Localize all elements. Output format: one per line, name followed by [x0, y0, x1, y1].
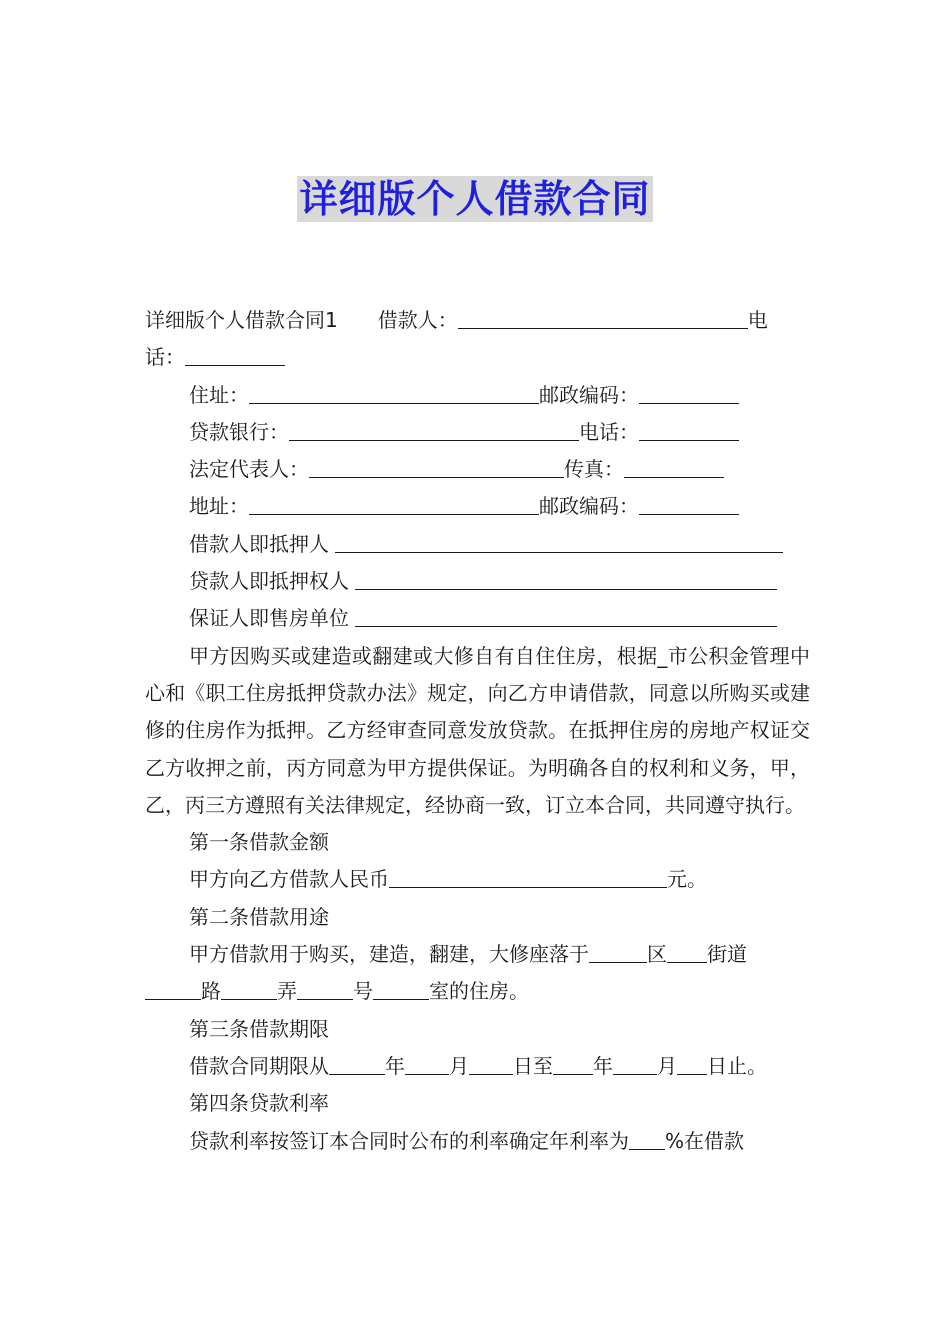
document-title: 详细版个人借款合同 [299, 177, 651, 221]
postcode-label: 邮政编码： [539, 382, 639, 407]
borrower-label: 借款人： [377, 308, 458, 332]
borrower-blank[interactable] [458, 304, 748, 329]
a3-month-1: 月 [449, 1053, 469, 1078]
article-4-text [145, 1123, 810, 1160]
bank-line [145, 414, 810, 451]
legal-rep-label: 法定代表人： [189, 457, 309, 482]
start-year-blank[interactable] [329, 1050, 385, 1075]
street-blank[interactable] [667, 938, 707, 963]
district-blank[interactable] [589, 938, 647, 963]
doc-ref: 详细版个人借款合同1 [145, 308, 338, 332]
article-2-text-cont [145, 973, 810, 1010]
rate-blank[interactable] [629, 1125, 665, 1150]
room-blank[interactable] [373, 975, 429, 1000]
mortgagee-label: 贷款人即抵押权人 [189, 569, 349, 594]
bank-address-label: 地址： [189, 494, 249, 519]
bank-postcode-blank[interactable] [639, 490, 739, 515]
bank-address-blank[interactable] [249, 490, 539, 515]
mortgagor-line [145, 526, 810, 563]
end-month-blank[interactable] [613, 1050, 657, 1075]
guarantor-line [145, 600, 810, 637]
article-2-title: 第二条借款用途 [189, 904, 329, 929]
address-blank[interactable] [249, 379, 539, 404]
phone-line [145, 339, 810, 376]
phone-label: 电 [747, 308, 768, 332]
bank-blank[interactable] [289, 416, 579, 441]
document-body [145, 302, 810, 1160]
number-blank[interactable] [297, 975, 353, 1000]
title-container [0, 176, 950, 222]
a2-lane: 弄 [277, 979, 297, 1004]
legal-rep-line [145, 451, 810, 488]
start-day-blank[interactable] [469, 1050, 513, 1075]
a3-month-2: 月 [657, 1053, 677, 1078]
mortgagor-label: 借款人即抵押人 [189, 531, 329, 556]
article-2-text [145, 936, 810, 973]
a2-number: 号 [353, 979, 373, 1004]
header-line [145, 302, 810, 339]
bank-label: 贷款银行： [189, 419, 289, 444]
phone-blank[interactable] [185, 341, 285, 366]
bank-phone-blank[interactable] [639, 416, 739, 441]
article-4-title: 第四条贷款利率 [189, 1091, 329, 1116]
a2-street: 街道 [707, 942, 747, 967]
bank-address-line [145, 488, 810, 525]
fax-blank[interactable] [624, 453, 724, 478]
start-month-blank[interactable] [405, 1050, 449, 1075]
a1-text-post: 元。 [667, 867, 707, 892]
address-label: 住址： [189, 382, 249, 407]
a2-room: 室的住房。 [429, 979, 529, 1004]
guarantor-label: 保证人即售房单位 [189, 606, 349, 631]
mortgagee-line [145, 563, 810, 600]
mortgagee-blank[interactable] [355, 565, 777, 590]
article-1-title: 第一条借款金额 [189, 830, 329, 855]
a3-day-end: 日止。 [707, 1053, 767, 1078]
guarantor-blank[interactable] [355, 602, 777, 627]
road-blank[interactable] [145, 975, 201, 1000]
postcode-blank[interactable] [639, 379, 739, 404]
a2-road: 路 [201, 979, 221, 1004]
a2-text-pre: 甲方借款用于购买，建造，翻建，大修座落于 [189, 942, 589, 967]
article-3-text [145, 1048, 810, 1085]
a4-pre: 贷款利率按签订本合同时公布的利率确定年利率为 [189, 1128, 629, 1153]
lane-blank[interactable] [221, 975, 277, 1000]
amount-blank[interactable] [389, 863, 667, 888]
a4-post: %在借款 [665, 1128, 745, 1153]
legal-rep-blank[interactable] [309, 453, 564, 478]
address-line [145, 377, 810, 414]
a1-text-pre: 甲方向乙方借款人民币 [189, 867, 389, 892]
a3-year-1: 年 [385, 1053, 405, 1078]
end-day-blank[interactable] [677, 1050, 707, 1075]
a3-year-2: 年 [593, 1053, 613, 1078]
article-1-text [145, 861, 810, 898]
a3-pre: 借款合同期限从 [189, 1053, 329, 1078]
bank-postcode-label: 邮政编码： [539, 494, 639, 519]
bank-phone-label: 电话： [579, 419, 639, 444]
fax-label: 传真： [564, 457, 624, 482]
end-year-blank[interactable] [553, 1050, 593, 1075]
mortgagor-blank[interactable] [335, 528, 783, 553]
article-3-title: 第三条借款期限 [189, 1016, 329, 1041]
preamble-paragraph: 甲方因购买或建造或翻建或大修自有自住住房，根据_市公积金管理中心和《职工住房抵押贷款办法》规定，向乙方申请借款，同意以所购买或建修的住房作为抵押。乙方经审查同意发放贷款。在抵押住房的房地产权证交乙方收押之前，丙方同意为甲方提供保证。为明确各自的权利和义务，甲，乙，丙三方遵照有关法律规定，经协商一致，订立本合同，共同遵守执行。 [145, 643, 810, 817]
phone-label-cont: 话： [145, 345, 185, 370]
a2-district: 区 [647, 942, 667, 967]
a3-day-to: 日至 [513, 1053, 553, 1078]
